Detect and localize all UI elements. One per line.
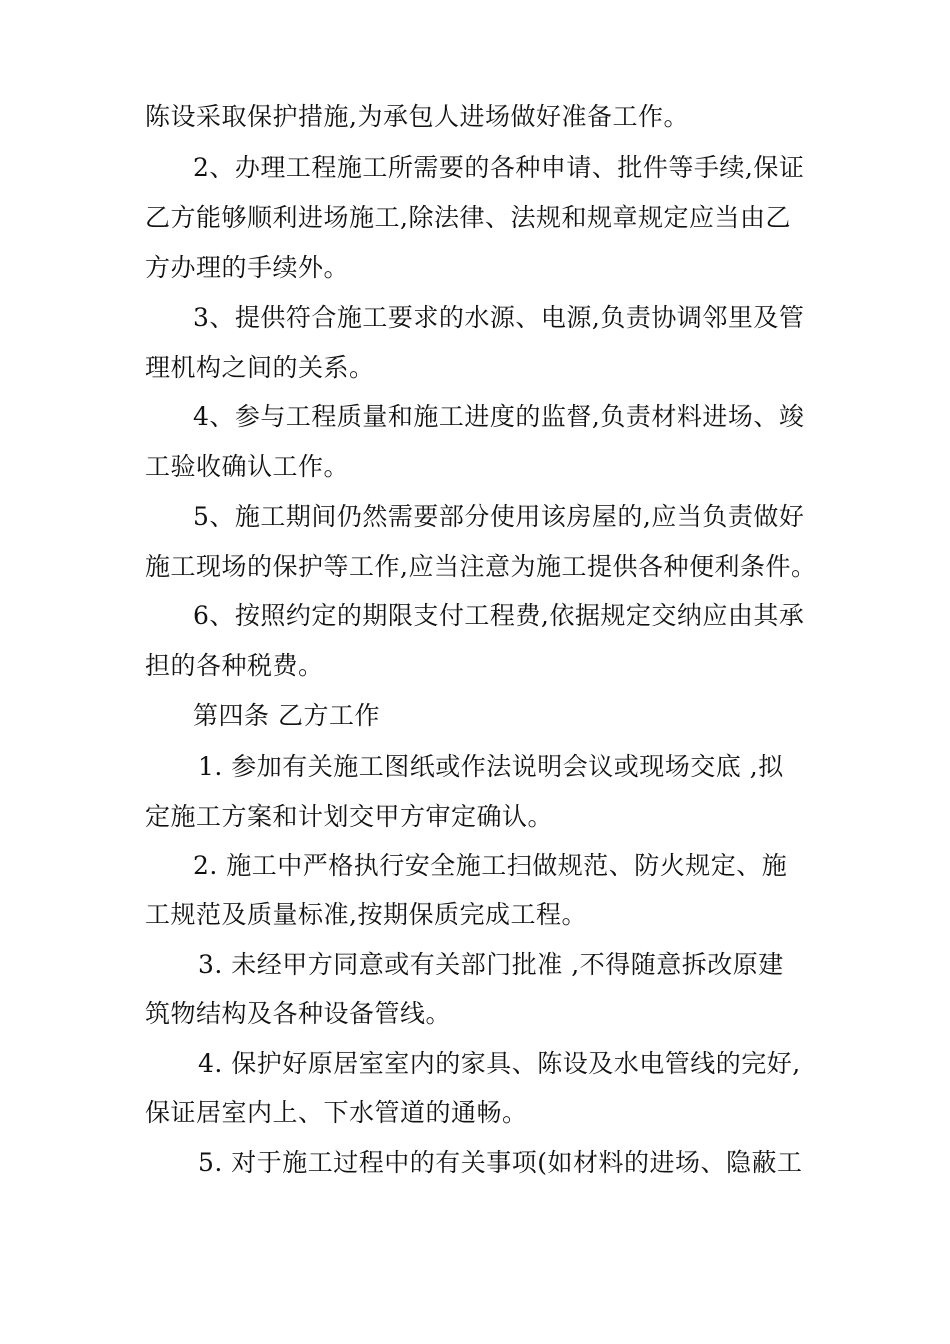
text-line: 工验收确认工作。	[145, 452, 350, 481]
text-line: 理机构之间的关系。	[145, 353, 375, 382]
text-line: 3、提供符合施工要求的水源、电源,负责协调邻里及管	[193, 303, 805, 332]
text-line: 乙方能够顺利进场施工,除法律、法规和规章规定应当由乙	[145, 203, 791, 232]
text-line: 筑物结构及各种设备管线。	[145, 999, 452, 1028]
text-line: 5、施工期间仍然需要部分使用该房屋的,应当负责做好	[193, 502, 805, 531]
section-heading: 第四条 乙方工作	[193, 701, 380, 730]
text-line: 2、办理工程施工所需要的各种申请、批件等手续,保证	[193, 153, 805, 182]
text-line: 1. 参加有关施工图纸或作法说明会议或现场交底 ,拟	[198, 752, 784, 781]
text-line: 担的各种税费。	[145, 651, 324, 680]
text-line: 6、按照约定的期限支付工程费,依据规定交纳应由其承	[193, 601, 805, 630]
text-line: 保证居室内上、下水管道的通畅。	[145, 1098, 528, 1127]
text-line: 定施工方案和计划交甲方审定确认。	[145, 802, 554, 831]
text-line: 5. 对于施工过程中的有关事项(如材料的进场、隐蔽工	[198, 1148, 803, 1177]
text-line: 陈设采取保护措施,为承包人进场做好准备工作。	[145, 102, 689, 131]
text-line: 施工现场的保护等工作,应当注意为施工提供各种便利条件。	[145, 552, 817, 581]
text-line: 4. 保护好原居室室内的家具、陈设及水电管线的完好,	[198, 1049, 801, 1078]
text-line: 方办理的手续外。	[145, 253, 350, 282]
text-line: 4、参与工程质量和施工进度的监督,负责材料进场、竣	[193, 402, 805, 431]
text-line: 2. 施工中严格执行安全施工扫做规范、防火规定、施	[193, 851, 788, 880]
text-line: 3. 未经甲方同意或有关部门批准 ,不得随意拆改原建	[198, 950, 784, 979]
text-line: 工规范及质量标准,按期保质完成工程。	[145, 900, 587, 929]
